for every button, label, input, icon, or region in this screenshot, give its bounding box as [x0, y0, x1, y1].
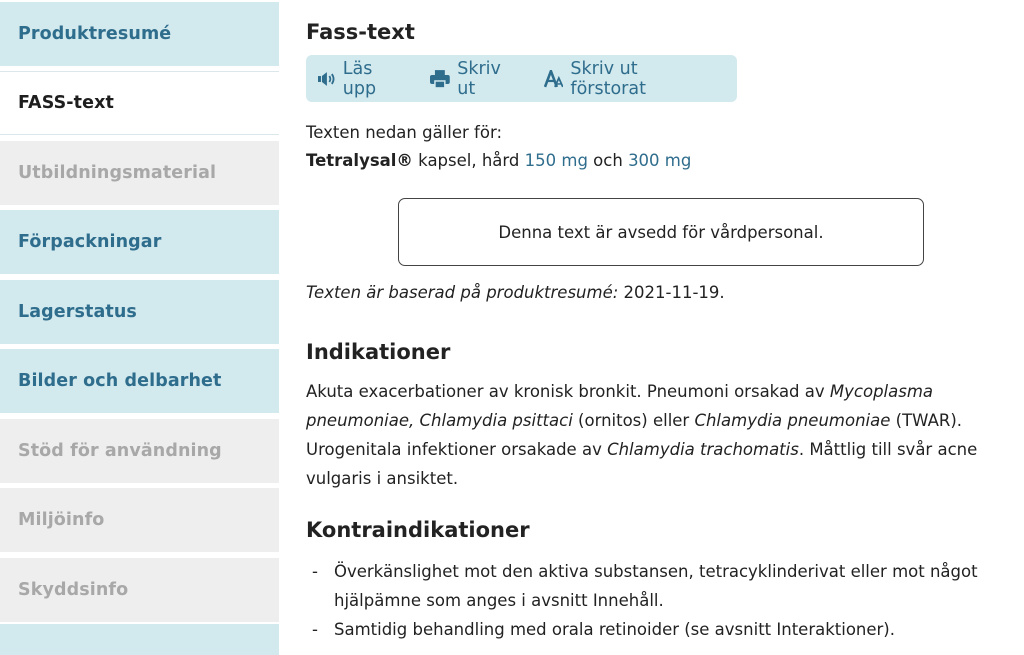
print-button[interactable] [430, 59, 523, 99]
italic-run: Chlamydia pneumoniae [694, 411, 891, 430]
contraindications-heading: Kontraindikationer [306, 518, 530, 542]
sidebar-item-bilder-och-delbarhet[interactable] [0, 349, 279, 413]
sidebar-item-label: Utbildningsmaterial [18, 163, 217, 183]
sidebar-item-label: FASS-text [18, 93, 114, 113]
applies-to-block [306, 119, 691, 175]
sidebar-item-label: Bilder och delbarhet [18, 371, 222, 391]
list-item [306, 615, 996, 644]
list-item [306, 557, 996, 615]
print-large-label: Skriv ut förstorat [570, 58, 646, 99]
based-on-line [306, 283, 725, 302]
sidebar-item-label: Skyddsinfo [18, 580, 129, 600]
product-name: Tetralysal® [306, 151, 413, 170]
sidebar-item-forpackningar[interactable] [0, 210, 279, 274]
text-size-icon [544, 70, 564, 88]
sidebar-item-skyddsinfo [0, 558, 279, 622]
sidebar-item-miljoinfo [0, 488, 279, 552]
list-bullet: - [312, 620, 318, 639]
printer-icon [430, 70, 450, 88]
based-on-label: Texten är baserad på produktresumé: [306, 283, 619, 302]
text-run: (TWAR). Urogenitala infektioner orsakade av [306, 411, 962, 459]
and-word: och [587, 151, 629, 170]
indications-heading: Indikationer [306, 340, 451, 364]
notice-text: Denna text är avsedd för vårdpersonal. [498, 222, 824, 242]
print-label: Skriv ut [457, 58, 501, 99]
based-on-date: 2021-11-19. [618, 283, 725, 302]
product-line [306, 147, 691, 175]
sidebar-item-label: Produktresumé [18, 24, 172, 44]
sidebar-item-label: Miljöinfo [18, 510, 105, 530]
italic-run: Mycoplasma pneumoniae, Chlamydia psittaci [306, 382, 934, 430]
sidebar-item-produktresume[interactable] [0, 2, 279, 66]
italic-run: Chlamydia trachomatis [607, 440, 799, 459]
sidebar-nav [0, 0, 279, 655]
text-run: (ornitos) eller [572, 411, 695, 430]
sidebar-item-label: Lagerstatus [18, 302, 137, 322]
text-run: Akuta exacerbationer av kronisk bronkit. Pneumoni orsakad av [306, 382, 830, 401]
list-item-text: Överkänslighet mot den aktiva substansen, tetracyklinderivat eller mot något hjälpämne som anges i avsnitt Innehåll. [334, 562, 978, 610]
scrollbar-track[interactable] [1012, 0, 1024, 655]
text-run: . Måttlig till svår acne vulgaris i ansiktet. [306, 440, 978, 488]
sidebar-item-label: Förpackningar [18, 232, 162, 252]
list-item-text: Samtidig behandling med orala retinoider (se avsnitt Interaktioner). [334, 620, 895, 639]
product-form: kapsel, hård [412, 151, 525, 170]
sidebar-item-partial [0, 624, 279, 655]
indications-text [306, 377, 996, 493]
contraindications-list [306, 557, 996, 644]
action-toolbar [306, 55, 737, 102]
sidebar-item-lagerstatus[interactable] [0, 280, 279, 344]
strength-link-300[interactable]: 300 mg [628, 151, 692, 170]
page-title: Fass-text [306, 20, 415, 44]
notice-box [398, 198, 924, 266]
strength-link-150[interactable]: 150 mg [524, 151, 588, 170]
list-bullet: - [312, 562, 318, 581]
applies-label: Texten nedan gäller för: [306, 123, 503, 142]
sidebar-item-stod-for-anvandning [0, 419, 279, 483]
read-aloud-label: Läs upp [342, 58, 377, 99]
sidebar-item-label: Stöd för användning [18, 441, 222, 461]
speaker-icon [318, 71, 336, 87]
sidebar-item-fass-text[interactable] [0, 71, 279, 135]
sidebar-item-utbildningsmaterial [0, 141, 279, 205]
print-large-button[interactable] [544, 59, 717, 99]
read-aloud-button[interactable] [318, 59, 410, 99]
